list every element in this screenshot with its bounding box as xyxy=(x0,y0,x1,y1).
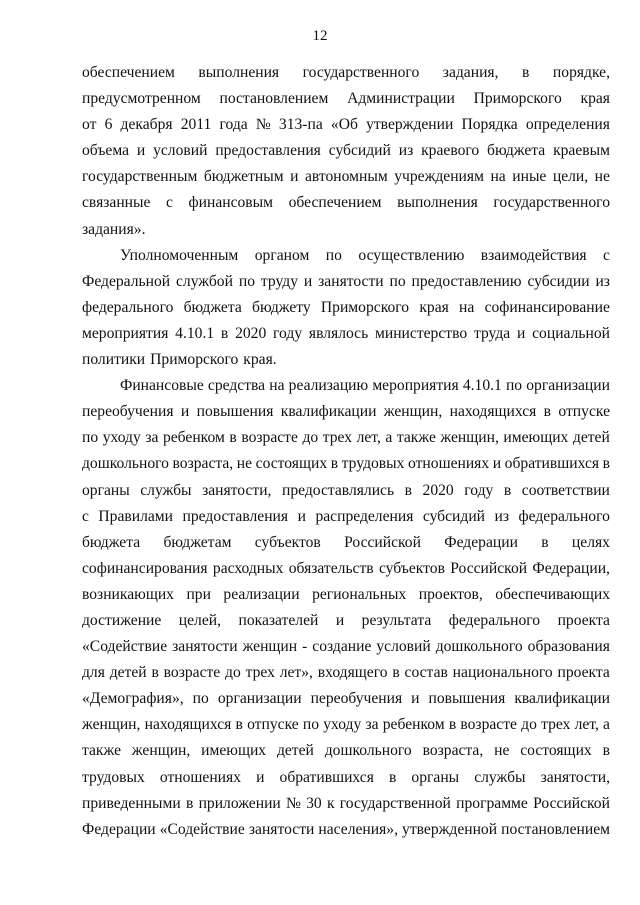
word: также xyxy=(396,429,436,447)
word: 2020 xyxy=(235,324,267,342)
text-line xyxy=(82,504,610,530)
word: субсидий xyxy=(422,507,486,525)
word: из xyxy=(398,142,414,160)
word: при xyxy=(186,585,211,603)
word: квалификации xyxy=(514,690,610,708)
word: в xyxy=(392,664,400,682)
word: женщин, xyxy=(131,742,191,760)
word: занятости xyxy=(318,272,384,290)
word: распределения xyxy=(315,507,414,525)
word: и xyxy=(492,455,502,473)
word: края xyxy=(419,298,449,316)
word: с xyxy=(603,246,610,264)
word: достижение xyxy=(82,611,162,629)
word: программе xyxy=(456,794,528,812)
word: 2011 xyxy=(180,116,212,134)
text-line xyxy=(82,582,610,608)
word: 6 xyxy=(104,116,113,134)
word: - xyxy=(302,638,308,656)
word: Федерации xyxy=(444,533,518,551)
word: из xyxy=(595,272,610,290)
word: бюджета xyxy=(82,533,141,551)
text-line xyxy=(82,765,610,791)
word: результата xyxy=(361,611,432,629)
word: проектов, xyxy=(418,585,483,603)
word: мероприятия xyxy=(372,377,459,395)
word: субсидии xyxy=(527,272,590,290)
word: уходу xyxy=(323,716,362,734)
text-line xyxy=(82,425,610,451)
word: дошкольного xyxy=(435,638,523,656)
word: государственным xyxy=(82,168,198,186)
word: условий xyxy=(153,142,208,160)
text-line xyxy=(82,556,610,582)
word: объема xyxy=(82,142,130,160)
word: по xyxy=(389,272,406,290)
word: Российской xyxy=(344,533,421,551)
word: в xyxy=(185,794,194,812)
text-line xyxy=(82,817,610,843)
word: в xyxy=(404,481,412,499)
word: находящихся xyxy=(144,716,232,734)
word: условий xyxy=(376,638,431,656)
word: и xyxy=(335,611,345,629)
word: возрасте xyxy=(241,429,298,447)
word: по xyxy=(325,246,342,264)
word: целей, xyxy=(178,611,221,629)
word: детей xyxy=(276,742,314,760)
word: предоставления xyxy=(215,142,321,160)
word: и xyxy=(136,142,146,160)
word: по xyxy=(238,272,255,290)
word: до xyxy=(302,429,319,447)
word: по xyxy=(192,690,209,708)
word: бюджетным xyxy=(203,168,284,186)
word: состоящих xyxy=(255,455,328,473)
word: политики xyxy=(82,351,146,369)
word: по xyxy=(505,377,523,395)
word: отношениях xyxy=(408,455,490,473)
word: к xyxy=(326,794,335,812)
word: ребенком xyxy=(382,716,445,734)
word: в xyxy=(330,455,339,473)
word: предусмотренном xyxy=(82,90,201,108)
word: государственного xyxy=(493,194,610,212)
text-line xyxy=(82,138,610,164)
word: повышения xyxy=(428,690,506,708)
word: и xyxy=(303,272,313,290)
word: № xyxy=(286,794,301,812)
word: учреждениям xyxy=(394,168,484,186)
word: а xyxy=(603,716,610,734)
word: Порядка xyxy=(461,116,518,134)
word: по xyxy=(302,716,320,734)
word: взаимодействия xyxy=(480,246,587,264)
word: Федерации, xyxy=(532,559,610,577)
word: в xyxy=(388,768,397,786)
word: 30 xyxy=(306,794,322,812)
word: возникающих xyxy=(82,585,174,603)
word: расходных xyxy=(212,559,284,577)
word: края xyxy=(580,90,610,108)
word: в xyxy=(602,455,610,473)
word: предоставлялись xyxy=(281,481,395,499)
word: «Содействие xyxy=(82,638,168,656)
word: Финансовые xyxy=(120,377,204,395)
word: а xyxy=(385,429,393,447)
page-number: 12 xyxy=(312,28,328,44)
word: 4.10.1 xyxy=(462,377,502,395)
word: от xyxy=(82,116,97,134)
word: приведенными xyxy=(82,794,181,812)
word: региональных xyxy=(312,585,407,603)
word: службы xyxy=(474,768,526,786)
word: по xyxy=(82,429,99,447)
word: года xyxy=(219,116,248,134)
word: бюджета xyxy=(183,298,242,316)
word: бюджета xyxy=(487,142,546,160)
word: возрасте xyxy=(163,664,221,682)
word: в xyxy=(151,664,159,682)
word: труда xyxy=(473,324,511,342)
word: из xyxy=(494,507,510,525)
word: для xyxy=(82,664,105,682)
word: лет, xyxy=(356,429,381,447)
word: отпуске xyxy=(247,716,299,734)
word: также xyxy=(82,742,121,760)
word: приложении xyxy=(198,794,281,812)
word: в xyxy=(602,742,610,760)
word: в xyxy=(543,403,552,421)
word: средства xyxy=(207,377,266,395)
word: № xyxy=(255,116,271,134)
word: Приморского xyxy=(320,298,410,316)
word: имеющих xyxy=(503,429,569,447)
word: отпуске xyxy=(558,403,610,421)
word: показателей xyxy=(238,611,319,629)
text-line xyxy=(82,112,610,138)
text-line xyxy=(82,164,610,190)
word: обеспечением xyxy=(288,194,382,212)
word: в xyxy=(229,429,237,447)
word: автономным xyxy=(304,168,388,186)
word: организации xyxy=(526,377,610,395)
word: году xyxy=(273,324,303,342)
word: с xyxy=(166,194,173,212)
word: и xyxy=(256,768,265,786)
word: софинансирование xyxy=(484,298,610,316)
word: трех xyxy=(541,716,571,734)
text-line xyxy=(82,295,610,321)
word: с xyxy=(82,507,89,525)
text-line xyxy=(82,86,610,112)
word: целях xyxy=(571,533,610,551)
word: предоставлению xyxy=(411,272,522,290)
text-line xyxy=(82,269,610,295)
word: на xyxy=(269,377,285,395)
word: и xyxy=(411,690,420,708)
word: выполнения xyxy=(397,194,478,212)
word: входящего xyxy=(317,664,388,682)
text-line xyxy=(82,373,610,399)
word: связанные xyxy=(82,194,151,212)
word: занятости xyxy=(172,638,238,656)
text-line xyxy=(82,738,610,764)
text-line xyxy=(82,60,610,86)
word: ребенком xyxy=(162,429,225,447)
text-line xyxy=(82,791,610,817)
word: цели, xyxy=(552,168,589,186)
text-line xyxy=(82,530,610,556)
word: занятости, xyxy=(540,768,610,786)
word: Приморского xyxy=(473,90,562,108)
word: состоящих xyxy=(520,742,592,760)
word: субъектов xyxy=(254,533,321,551)
word: бюджетам xyxy=(163,533,232,551)
word: переобучения xyxy=(82,403,174,421)
word: «Демография», xyxy=(82,690,184,708)
text-line xyxy=(82,347,610,373)
word: трудовых xyxy=(341,455,405,473)
word: Приморского xyxy=(150,351,239,369)
document-text xyxy=(82,60,610,843)
word: федерального xyxy=(82,298,174,316)
word: проекта xyxy=(557,611,610,629)
word: образования xyxy=(527,638,610,656)
word: Российской xyxy=(450,559,528,577)
word: утверждении xyxy=(366,116,454,134)
word: Федеральной xyxy=(82,272,171,290)
word: проекта xyxy=(557,664,610,682)
word: дошкольного xyxy=(82,455,169,473)
word: федерального xyxy=(448,611,541,629)
word: в xyxy=(235,716,243,734)
word: не xyxy=(494,742,510,760)
word: мероприятия xyxy=(82,324,169,342)
word: населения», xyxy=(318,820,398,838)
word: имеющих xyxy=(201,742,267,760)
word: государственного xyxy=(302,64,420,81)
word: до xyxy=(521,716,537,734)
word: дошкольного xyxy=(324,742,412,760)
word: состав xyxy=(404,664,448,682)
word: возрасте xyxy=(460,716,517,734)
word: Администрации xyxy=(347,90,455,108)
word: утвержденной xyxy=(402,820,498,838)
word: уходу xyxy=(102,429,141,447)
word: лет», xyxy=(279,664,313,682)
word: соответствии xyxy=(521,481,610,499)
word: бюджету xyxy=(252,298,311,316)
word: задания». xyxy=(82,220,146,238)
word: краевого xyxy=(421,142,480,160)
word: и xyxy=(297,507,306,525)
word: обратившихся xyxy=(279,768,374,786)
word: не xyxy=(594,168,610,186)
word: органы xyxy=(411,768,460,786)
word: отношениях xyxy=(159,768,241,786)
word: определения xyxy=(525,116,610,134)
word: находящихся xyxy=(449,403,537,421)
word: возраста, xyxy=(422,742,484,760)
word: службой xyxy=(176,272,233,290)
word: в xyxy=(503,481,512,499)
word: являлось xyxy=(308,324,369,342)
word: иные xyxy=(512,168,547,186)
word: занятости xyxy=(248,820,315,838)
text-line xyxy=(82,451,610,477)
text-line xyxy=(82,243,610,269)
word: квалификации xyxy=(280,403,377,421)
word: за xyxy=(365,716,379,734)
word: Федерации xyxy=(82,820,156,838)
word: субъектов xyxy=(378,559,445,577)
word: 4.10.1 xyxy=(175,324,215,342)
word: труду xyxy=(260,272,299,290)
word: детей xyxy=(572,429,610,447)
word: реализации xyxy=(223,585,300,603)
word: в xyxy=(541,533,549,551)
word: Правилами xyxy=(98,507,174,525)
word: и xyxy=(517,324,526,342)
word: женщин, xyxy=(440,429,499,447)
word: и xyxy=(290,168,299,186)
word: субсидий xyxy=(328,142,391,160)
word: порядке, xyxy=(552,64,610,81)
word: трудовых xyxy=(82,768,145,786)
word: в xyxy=(522,64,530,81)
word: предоставления xyxy=(182,507,289,525)
word: осуществлению xyxy=(358,246,465,264)
word: краевым xyxy=(553,142,610,160)
word: женщин, xyxy=(82,716,141,734)
word: обратившихся xyxy=(504,455,600,473)
word: финансовым xyxy=(188,194,274,212)
word: детей xyxy=(109,664,147,682)
word: на xyxy=(459,298,475,316)
word: переобучения xyxy=(310,690,403,708)
word: до xyxy=(225,664,241,682)
word: 313-па xyxy=(278,116,323,134)
text-line xyxy=(82,399,610,425)
word: году xyxy=(464,481,494,499)
word: возраста, xyxy=(172,455,234,473)
word: повышения xyxy=(196,403,274,421)
word: в xyxy=(220,324,229,342)
word: «Содействие xyxy=(159,820,245,838)
word: органом xyxy=(254,246,310,264)
word: в xyxy=(448,716,457,734)
word: женщин, xyxy=(383,403,443,421)
text-line xyxy=(82,686,610,712)
word: обеспечивающих xyxy=(495,585,610,603)
word: реализацию xyxy=(288,377,369,395)
word: трех xyxy=(322,429,353,447)
word: национального xyxy=(452,664,553,682)
word: федерального xyxy=(518,507,610,525)
text-line xyxy=(82,608,610,634)
word: постановлением xyxy=(501,820,610,838)
word: декабря xyxy=(120,116,173,134)
word: Уполномоченным xyxy=(120,246,239,264)
word: не xyxy=(236,455,253,473)
word: 2020 xyxy=(422,481,454,499)
word: лет, xyxy=(574,716,599,734)
word: государственной xyxy=(339,794,451,812)
word: службы xyxy=(140,481,192,499)
word: «Об xyxy=(330,116,358,134)
text-line xyxy=(82,321,610,347)
text-line xyxy=(82,478,610,504)
text-line xyxy=(82,190,610,216)
word: постановлением xyxy=(219,90,329,108)
word: края. xyxy=(243,351,277,369)
word: министерство xyxy=(375,324,468,342)
word: обязательств xyxy=(288,559,374,577)
word: и xyxy=(180,403,190,421)
text-line xyxy=(82,217,610,243)
text-line xyxy=(82,634,610,660)
word: органы xyxy=(82,481,130,499)
word: софинансирования xyxy=(82,559,208,577)
word: занятости, xyxy=(202,481,272,499)
word: трех xyxy=(245,664,275,682)
word: задания, xyxy=(442,64,499,81)
text-line xyxy=(82,660,610,686)
word: на xyxy=(490,168,506,186)
word: за xyxy=(145,429,159,447)
word: Российской xyxy=(533,794,610,812)
word: создание xyxy=(312,638,372,656)
word: обеспечением xyxy=(82,64,175,81)
word: женщин xyxy=(242,638,298,656)
word: организации xyxy=(217,690,302,708)
text-line xyxy=(82,712,610,738)
word: социальной xyxy=(532,324,610,342)
word: выполнения xyxy=(198,64,280,81)
